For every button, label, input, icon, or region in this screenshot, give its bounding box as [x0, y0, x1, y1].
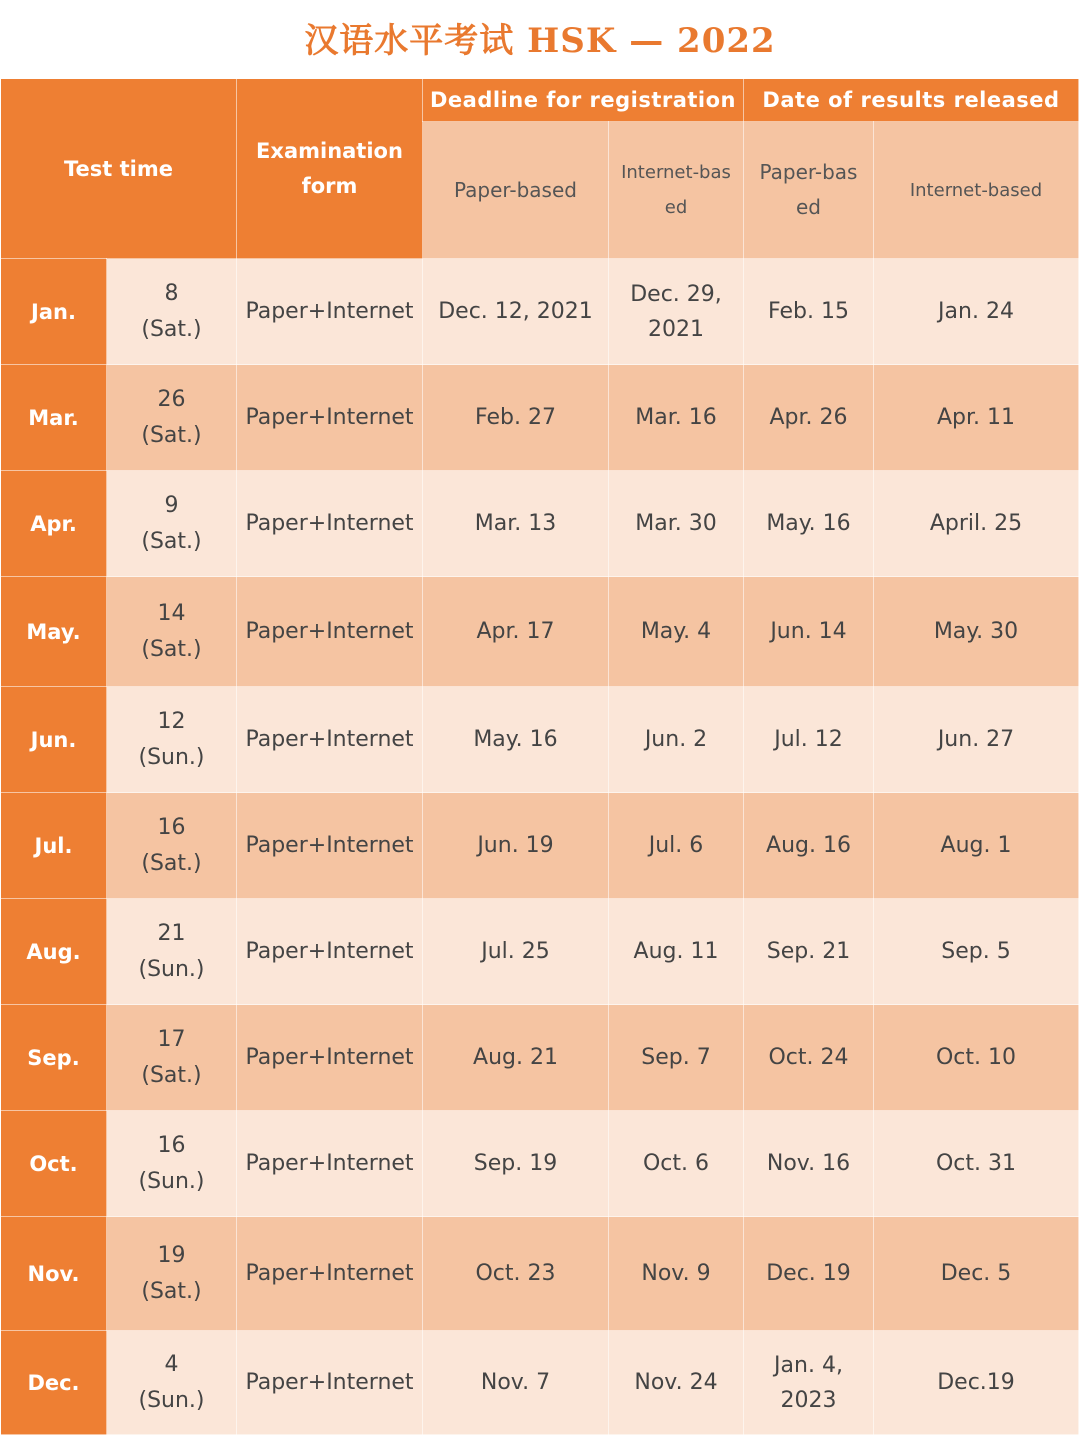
results-paper-cell: Feb. 15: [744, 259, 874, 365]
month-cell: Oct.: [1, 1111, 107, 1217]
header-results-paper: Paper-bas ed: [744, 122, 874, 259]
deadline-internet-cell: Sep. 7: [609, 1005, 744, 1111]
form-cell: Paper+Internet: [237, 577, 423, 687]
table-row: [1, 577, 1079, 687]
table-row: [1, 687, 1079, 793]
form-cell: Paper+Internet: [237, 1005, 423, 1111]
results-paper-cell: Sep. 21: [744, 899, 874, 1005]
deadline-internet-cell: Aug. 11: [609, 899, 744, 1005]
deadline-internet-cell: Jun. 2: [609, 687, 744, 793]
deadline-paper-cell: Feb. 27: [423, 365, 609, 471]
day-cell: 19 (Sat.): [107, 1217, 237, 1331]
day-cell: 12 (Sun.): [107, 687, 237, 793]
deadline-paper-cell: Dec. 12, 2021: [423, 259, 609, 365]
form-cell: Paper+Internet: [237, 687, 423, 793]
form-cell: Paper+Internet: [237, 899, 423, 1005]
day-cell: 17 (Sat.): [107, 1005, 237, 1111]
month-cell: Mar.: [1, 365, 107, 471]
form-cell: Paper+Internet: [237, 1111, 423, 1217]
deadline-internet-cell: Nov. 9: [609, 1217, 744, 1331]
deadline-paper-cell: Aug. 21: [423, 1005, 609, 1111]
month-cell: May.: [1, 577, 107, 687]
results-paper-cell: Dec. 19: [744, 1217, 874, 1331]
header-deadline-internet: Internet-bas ed: [609, 122, 744, 259]
header-deadline-group: Deadline for registration: [423, 79, 744, 122]
deadline-paper-cell: May. 16: [423, 687, 609, 793]
header-exam-form: Examination form: [237, 79, 423, 259]
deadline-internet-cell: Dec. 29, 2021: [609, 259, 744, 365]
hsk-schedule-table: [0, 78, 1079, 1435]
form-cell: Paper+Internet: [237, 471, 423, 577]
table-row: [1, 1217, 1079, 1331]
table-row: [1, 1111, 1079, 1217]
month-cell: Nov.: [1, 1217, 107, 1331]
table-row: [1, 1005, 1079, 1111]
results-paper-cell: Aug. 16: [744, 793, 874, 899]
form-cell: Paper+Internet: [237, 1331, 423, 1435]
table-row: [1, 471, 1079, 577]
day-cell: 9 (Sat.): [107, 471, 237, 577]
page-title: 汉语水平考试 HSK — 2022: [304, 21, 776, 61]
form-cell: Paper+Internet: [237, 1217, 423, 1331]
deadline-internet-cell: May. 4: [609, 577, 744, 687]
day-cell: 4 (Sun.): [107, 1331, 237, 1435]
deadline-paper-cell: Mar. 13: [423, 471, 609, 577]
results-internet-cell: Oct. 10: [874, 1005, 1079, 1111]
month-cell: Dec.: [1, 1331, 107, 1435]
table-row: [1, 1331, 1079, 1435]
deadline-internet-cell: Oct. 6: [609, 1111, 744, 1217]
deadline-paper-cell: Nov. 7: [423, 1331, 609, 1435]
day-cell: 21 (Sun.): [107, 899, 237, 1005]
results-internet-cell: Jun. 27: [874, 687, 1079, 793]
header-deadline-paper: Paper-based: [423, 122, 609, 259]
results-internet-cell: Apr. 11: [874, 365, 1079, 471]
deadline-internet-cell: Nov. 24: [609, 1331, 744, 1435]
day-cell: 8 (Sat.): [107, 259, 237, 365]
deadline-internet-cell: Jul. 6: [609, 793, 744, 899]
form-cell: Paper+Internet: [237, 365, 423, 471]
results-paper-cell: Apr. 26: [744, 365, 874, 471]
header-results-group: Date of results released: [744, 79, 1079, 122]
deadline-paper-cell: Oct. 23: [423, 1217, 609, 1331]
deadline-paper-cell: Apr. 17: [423, 577, 609, 687]
results-paper-cell: Nov. 16: [744, 1111, 874, 1217]
deadline-paper-cell: Jun. 19: [423, 793, 609, 899]
results-internet-cell: Dec.19: [874, 1331, 1079, 1435]
day-cell: 16 (Sun.): [107, 1111, 237, 1217]
results-paper-cell: Jan. 4, 2023: [744, 1331, 874, 1435]
header-results-internet: Internet-based: [874, 122, 1079, 259]
results-internet-cell: Dec. 5: [874, 1217, 1079, 1331]
results-paper-cell: May. 16: [744, 471, 874, 577]
month-cell: Jun.: [1, 687, 107, 793]
results-internet-cell: Oct. 31: [874, 1111, 1079, 1217]
month-cell: Jan.: [1, 259, 107, 365]
header-test-time: Test time: [1, 79, 237, 259]
deadline-internet-cell: Mar. 30: [609, 471, 744, 577]
month-cell: Sep.: [1, 1005, 107, 1111]
month-cell: Jul.: [1, 793, 107, 899]
results-paper-cell: Jun. 14: [744, 577, 874, 687]
table-row: [1, 365, 1079, 471]
results-paper-cell: Oct. 24: [744, 1005, 874, 1111]
month-cell: Apr.: [1, 471, 107, 577]
day-cell: 26 (Sat.): [107, 365, 237, 471]
deadline-internet-cell: Mar. 16: [609, 365, 744, 471]
results-internet-cell: April. 25: [874, 471, 1079, 577]
results-internet-cell: May. 30: [874, 577, 1079, 687]
results-internet-cell: Aug. 1: [874, 793, 1079, 899]
deadline-paper-cell: Sep. 19: [423, 1111, 609, 1217]
form-cell: Paper+Internet: [237, 793, 423, 899]
day-cell: 16 (Sat.): [107, 793, 237, 899]
table-row: [1, 899, 1079, 1005]
results-internet-cell: Sep. 5: [874, 899, 1079, 1005]
table-row: [1, 793, 1079, 899]
results-internet-cell: Jan. 24: [874, 259, 1079, 365]
day-cell: 14 (Sat.): [107, 577, 237, 687]
results-paper-cell: Jul. 12: [744, 687, 874, 793]
month-cell: Aug.: [1, 899, 107, 1005]
deadline-paper-cell: Jul. 25: [423, 899, 609, 1005]
table-row: [1, 259, 1079, 365]
form-cell: Paper+Internet: [237, 259, 423, 365]
